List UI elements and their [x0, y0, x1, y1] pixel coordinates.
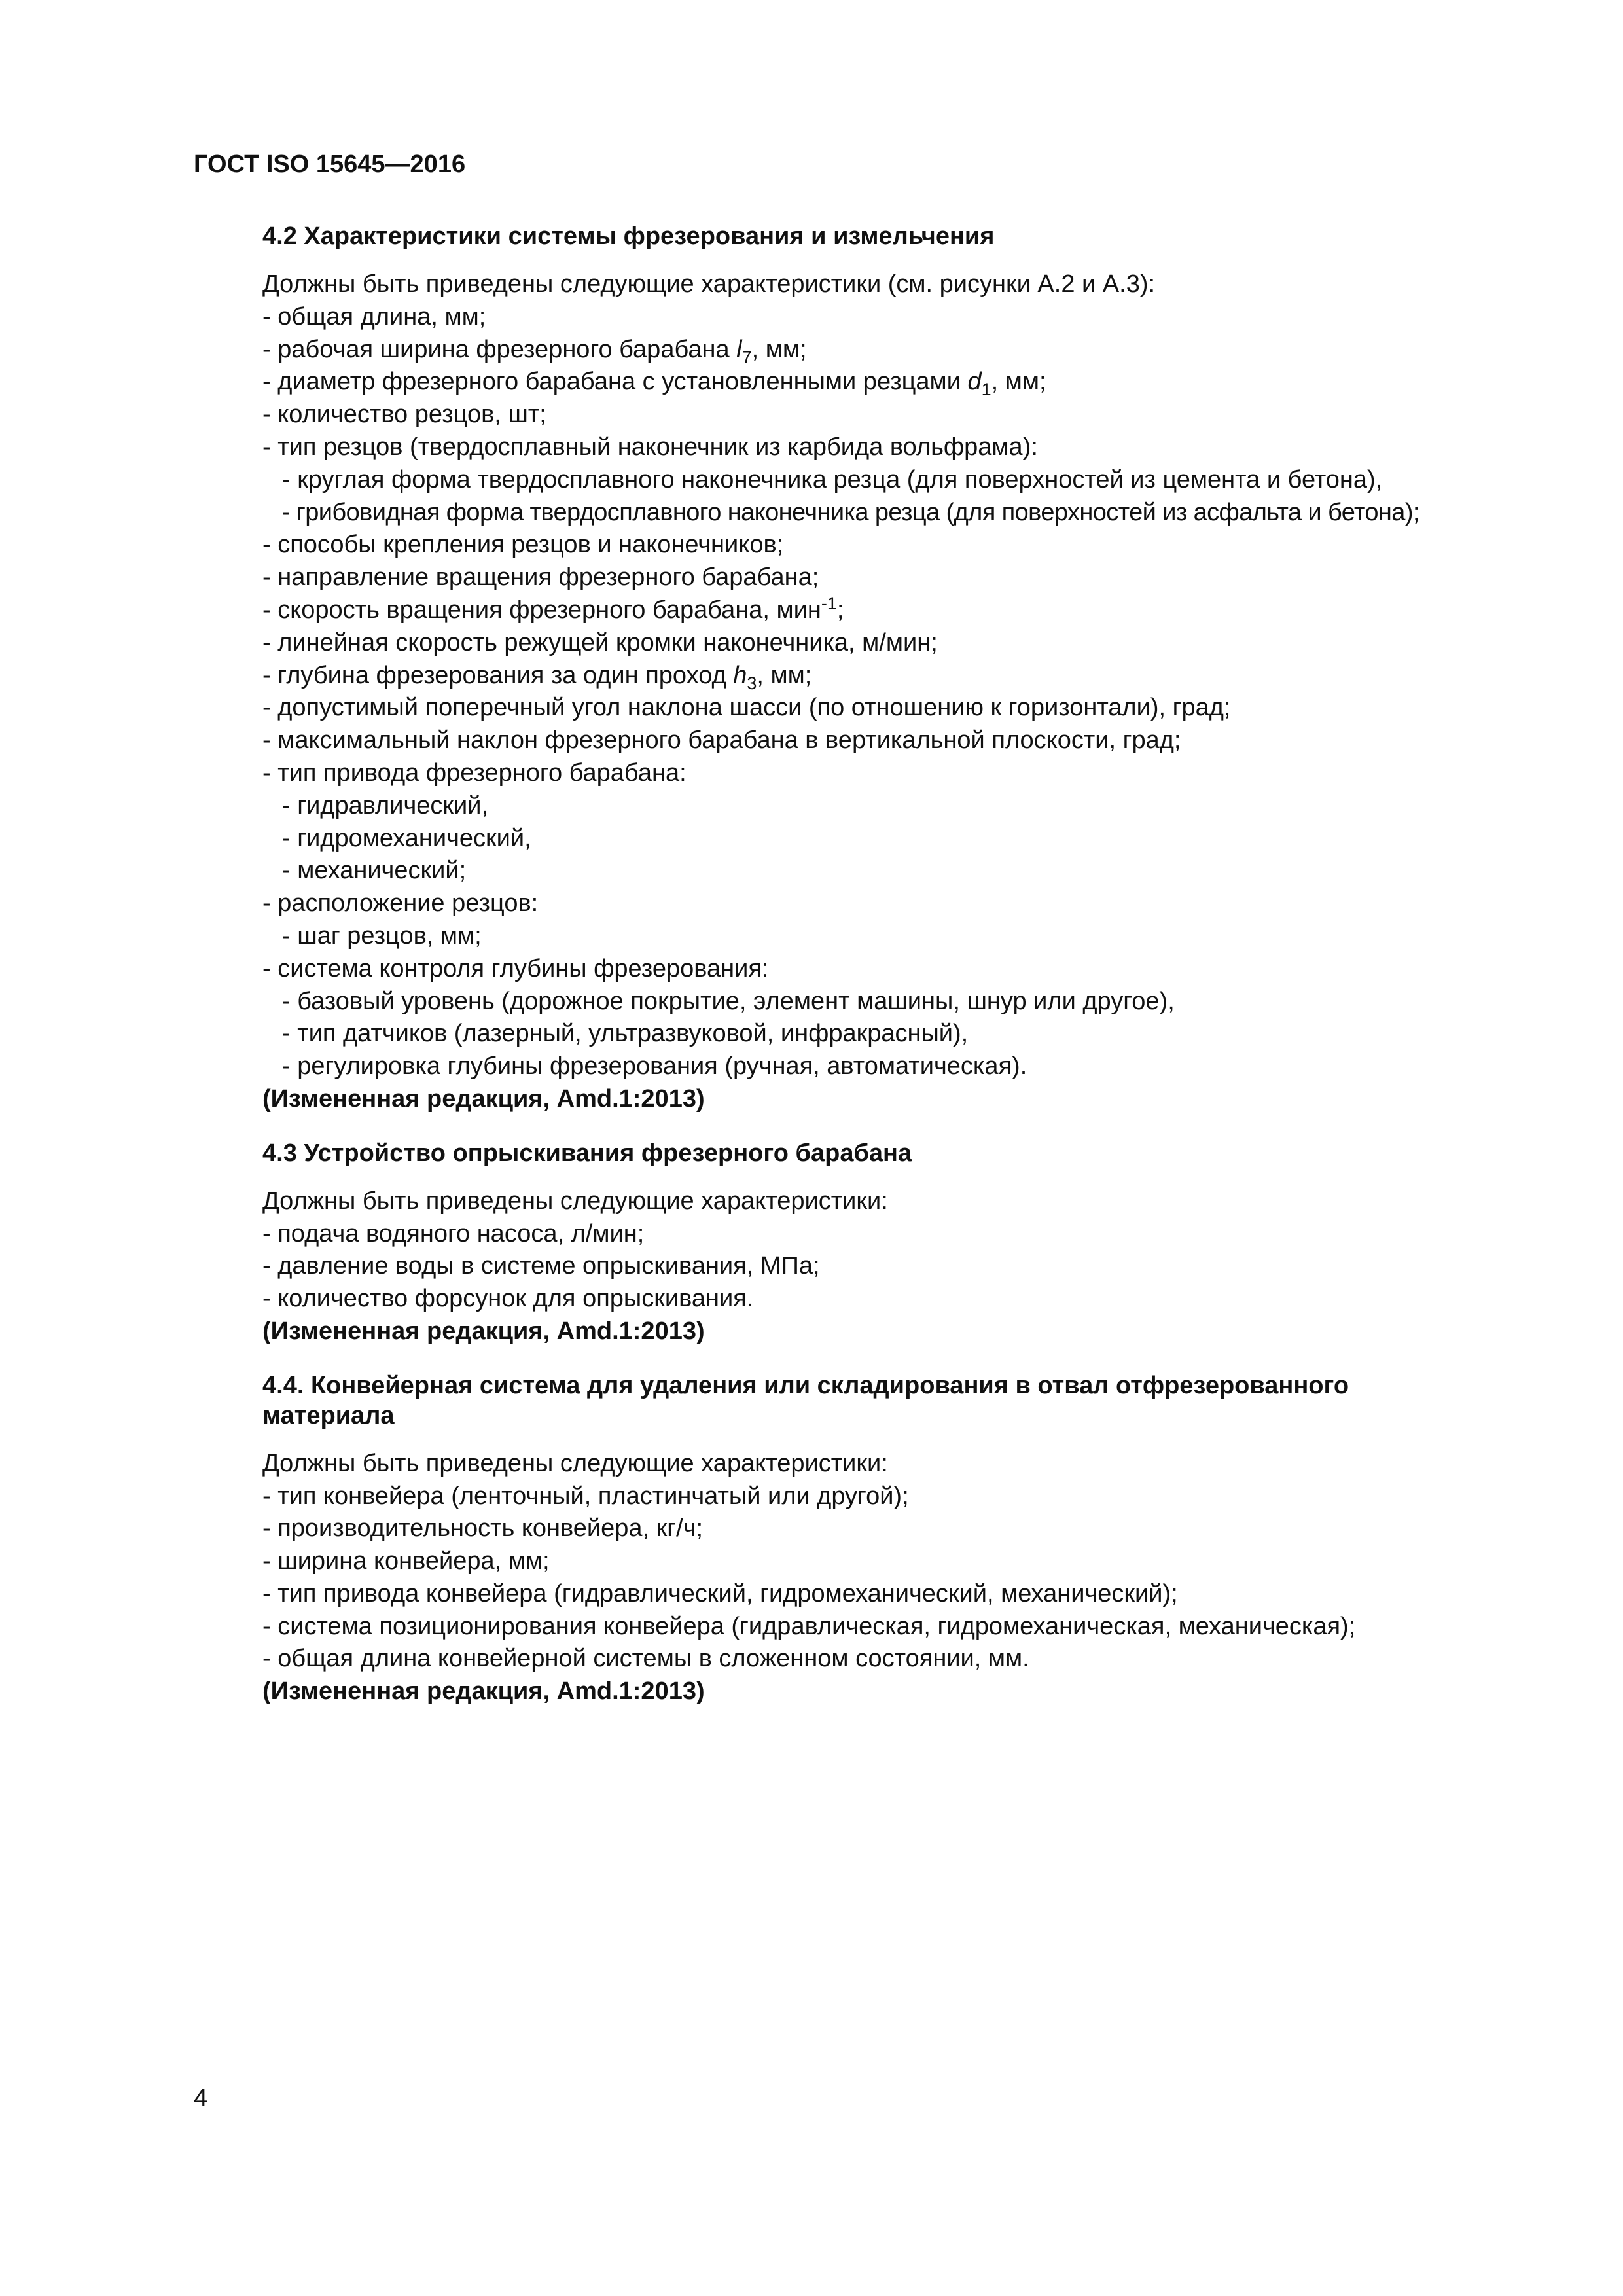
drum-diameter-symbol: d — [967, 368, 982, 396]
list-item-nozzle-count: - количество форсунок для опрыскивания. — [262, 1285, 754, 1313]
list-item-cutter-count: - количество резцов, шт; — [262, 401, 546, 429]
list-item-total-length: - общая длина, мм; — [262, 302, 486, 331]
list-subitem-cutter-pitch: - шаг резцов, мм; — [282, 922, 482, 950]
list-subitem-mushroom-tip: - грибовидная форма твердосплавного наконечника резца (для поверхностей из асфальта и бетона); — [282, 498, 1419, 526]
list-subitem-depth-adjustment: - регулировка глубины фрезерования (ручная, автоматическая). — [282, 1052, 1027, 1081]
list-item-rotation-speed — [262, 594, 1545, 627]
list-item-milling-depth — [262, 660, 1545, 692]
drum-diameter-text: - диаметр фрезерного барабана с установленными резцами — [262, 368, 968, 396]
section-4-3-amendment-note: (Измененная редакция, Amd.1:2013) — [262, 1317, 705, 1345]
rotation-speed-text: - скорость вращения фрезерного барабана, мин — [262, 596, 821, 624]
list-item-conveyor-drive: - тип привода конвейера (гидравлический, гидромеханический, механический); — [262, 1579, 1178, 1607]
section-4-2-intro: Должны быть приведены следующие характеристики (см. рисунки А.2 и А.3): — [262, 270, 1156, 298]
working-width-unit: , мм; — [751, 335, 807, 363]
list-item-conveyor-positioning: - система позиционирования конвейера (гидравлическая, гидромеханическая, механическая); — [262, 1612, 1356, 1640]
milling-depth-symbol: h — [733, 661, 747, 689]
milling-depth-text: - глубина фрезерования за один проход — [262, 661, 734, 689]
list-item-max-tilt: - максимальный наклон фрезерного барабана в вертикальной плоскости, град; — [262, 726, 1181, 755]
list-item-rotation-direction: - направление вращения фрезерного барабана; — [262, 564, 819, 592]
list-item-cutter-type: - тип резцов (твердосплавный наконечник из карбида вольфрама): — [262, 433, 1038, 461]
list-item-conveyor-capacity: - производительность конвейера, кг/ч; — [262, 1515, 704, 1543]
section-4-4-heading-line-1: 4.4. Конвейерная система для удаления или складирования в отвал отфрезерованного — [262, 1371, 1349, 1399]
list-item-linear-speed: - линейная скорость режущей кромки наконечника, м/мин; — [262, 628, 938, 656]
page-number: 4 — [194, 2085, 208, 2112]
list-subitem-round-tip: - круглая форма твердосплавного наконечника резца (для поверхностей из цемента и бетона), — [282, 465, 1383, 493]
list-subitem-sensor-type: - тип датчиков (лазерный, ультразвуковой, инфракрасный), — [282, 1020, 969, 1048]
milling-depth-subscript: 3 — [747, 673, 757, 693]
list-item-mounting-methods: - способы крепления резцов и наконечников; — [262, 531, 784, 559]
section-4-4-intro: Должны быть приведены следующие характеристики: — [262, 1449, 888, 1477]
section-4-3-body — [262, 1185, 1545, 1348]
working-width-symbol: l — [736, 335, 742, 363]
section-4-2-amendment-note: (Измененная редакция, Amd.1:2013) — [262, 1085, 705, 1113]
list-subitem-hydromechanical: - гидромеханический, — [282, 824, 531, 852]
document-code-header: ГОСТ ISO 15645—2016 — [194, 151, 466, 178]
drum-diameter-subscript: 1 — [981, 380, 991, 400]
section-4-3-heading: 4.3 Устройство опрыскивания фрезерного барабана — [262, 1139, 912, 1167]
section-4-4-body — [262, 1448, 1545, 1708]
section-4-3-intro: Должны быть приведены следующие характеристики: — [262, 1187, 888, 1215]
list-item-cross-slope: - допустимый поперечный угол наклона шасси (по отношению к горизонтали), град; — [262, 694, 1231, 722]
rotation-speed-end: ; — [836, 596, 844, 624]
working-width-subscript: 7 — [741, 347, 752, 367]
list-item-drum-diameter — [262, 366, 1545, 399]
list-item-depth-control: - система контроля глубины фрезерования: — [262, 954, 769, 982]
section-4-4-amendment-note: (Измененная редакция, Amd.1:2013) — [262, 1677, 705, 1706]
section-4-2-body — [262, 268, 1545, 1116]
page-content — [262, 221, 1545, 1731]
list-item-conveyor-type: - тип конвейера (ленточный, пластинчатый или другой); — [262, 1482, 909, 1510]
section-4-4-heading — [262, 1371, 1545, 1431]
list-item-water-pressure: - давление воды в системе опрыскивания, МПа; — [262, 1252, 820, 1280]
drum-diameter-unit: , мм; — [991, 368, 1046, 396]
list-subitem-mechanical: - механический; — [282, 857, 467, 885]
milling-depth-unit: , мм; — [757, 661, 812, 689]
section-4-4-heading-line-2: материала — [262, 1401, 395, 1429]
list-item-folded-length: - общая длина конвейерной системы в сложенном состоянии, мм. — [262, 1645, 1029, 1673]
list-item-conveyor-width: - ширина конвейера, мм; — [262, 1547, 550, 1575]
section-4-2-heading: 4.2 Характеристики системы фрезерования и измельчения — [262, 223, 995, 250]
list-item-drive-type: - тип привода фрезерного барабана: — [262, 759, 687, 787]
list-item-pump-flow: - подача водяного насоса, л/мин; — [262, 1219, 645, 1247]
list-item-working-width — [262, 334, 1545, 367]
list-subitem-hydraulic: - гидравлический, — [282, 791, 489, 819]
rotation-speed-superscript: -1 — [821, 593, 837, 613]
list-subitem-reference-level: - базовый уровень (дорожное покрытие, элемент машины, шнур или другое), — [282, 987, 1175, 1015]
working-width-text: - рабочая ширина фрезерного барабана — [262, 335, 737, 363]
list-item-cutter-arrangement: - расположение резцов: — [262, 889, 539, 918]
